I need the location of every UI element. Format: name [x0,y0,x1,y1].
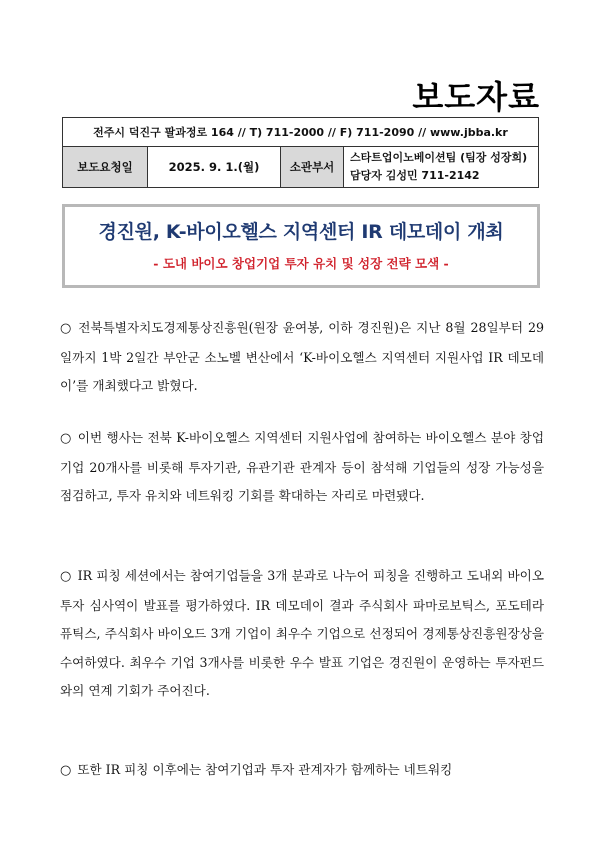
department-value [344,147,539,188]
paragraph-1 [60,314,544,401]
paragraph-1-text: 전북특별자치도경제통상진흥원(원장 윤여봉, 이하 경진원)은 지난 8월 28일부터 29일까지 1박 2일간 부안군 소노벨 변산에서 ‘K-바이오헬스 지역센터 지원사업 IR 데모데이’를 개최했다고 밝혔다. [60,320,544,393]
bullet-circle-icon: ○ [60,569,72,584]
paragraph-4 [60,756,544,786]
paragraph-4-text: 또한 IR 피칭 이후에는 참여기업과 투자 관계자가 함께하는 네트워킹 [77,762,453,777]
request-date-value: 2025. 9. 1.(월) [148,147,281,188]
department-team: 스타트업이노베이션팀 (팀장 성장희) [350,151,528,164]
bullet-circle-icon: ○ [60,763,72,778]
document-title: 보도자료 [412,78,540,116]
department-contact: 담당자 김성민 711-2142 [350,169,480,182]
subheadline: - 도내 바이오 창업기업 투자 유치 및 성장 전략 모색 - [153,256,449,271]
headline: 경진원, K-바이오헬스 지역센터 IR 데모데이 개최 [98,221,504,243]
paragraph-2-text: 이번 행사는 전북 K-바이오헬스 지역센터 지원사업에 참여하는 바이오헬스 분야 창업기업 20개사를 비롯해 투자기관, 유관기관 관계자 등이 참석해 기업들의 성장 가능성을 점검하고, 투자 유치와 네트워킹 기회를 확대하는 자리로 마련됐다. [60,430,545,503]
department-label: 소관부서 [281,147,344,188]
paragraph-3 [60,562,544,706]
request-date-label: 보도요청일 [63,147,148,188]
bullet-circle-icon: ○ [60,321,73,336]
paragraph-3-text: IR 피칭 세션에서는 참여기업들을 3개 분과로 나누어 피칭을 진행하고 도내외 바이오 투자 심사역이 발표를 평가하였다. IR 데모데이 결과 주식회사 파마로보틱스, 포도테라퓨틱스, 주식회사 바이오드 3개 기업이 최우수 기업으로 선정되어 경제통상진흥원장상을 수여하였다. 최우수 기업 3개사를 비롯한 우수 발표 기업은 경진원이 운영하는 투자펀드와의 연계 기회가 주어진다. [60,568,545,698]
headline-box [62,204,540,288]
contact-address-line: 전주시 덕진구 팔과정로 164 // T) 711-2000 // F) 711-2090 // www.jbba.kr [63,118,539,147]
press-info-table [62,117,539,188]
bullet-circle-icon: ○ [60,431,72,446]
paragraph-2 [60,424,544,511]
